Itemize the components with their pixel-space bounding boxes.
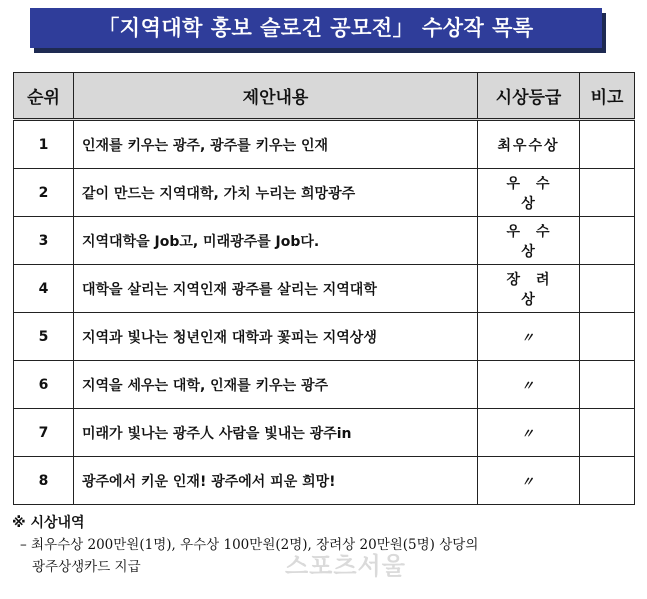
remark-cell — [580, 120, 635, 169]
grade-cell: 우수상 — [478, 169, 580, 217]
remark-cell — [580, 409, 635, 457]
notes-line: 광주상생카드 지급 — [32, 559, 141, 575]
table-row — [14, 313, 635, 361]
table-row — [14, 361, 635, 409]
proposal-cell: 광주에서 키운 인재! 광주에서 피운 희망! — [74, 457, 478, 505]
proposal-cell: 지역과 빛나는 청년인재 대학과 꽃피는 지역상생 — [74, 313, 478, 361]
proposal-cell: 같이 만드는 지역대학, 가치 누리는 희망광주 — [74, 169, 478, 217]
rank-cell: 1 — [14, 120, 74, 169]
awards-table — [13, 72, 635, 505]
header-proposal: 제안내용 — [74, 73, 478, 120]
proposal-cell: 대학을 살리는 지역인재 광주를 살리는 지역대학 — [74, 265, 478, 313]
remark-cell — [580, 169, 635, 217]
table-row — [14, 169, 635, 217]
notes-line: – 최우수상 200만원(1명), 우수상 100만원(2명), 장려상 20만원(5명) 상당의 — [20, 537, 479, 553]
grade-cell: 우수상 — [478, 217, 580, 265]
title-banner — [30, 8, 610, 54]
proposal-cell: 인재를 키우는 광주, 광주를 키우는 인재 — [74, 120, 478, 169]
rank-cell: 3 — [14, 217, 74, 265]
header-rank: 순위 — [14, 73, 74, 120]
remark-cell — [580, 313, 635, 361]
table-row — [14, 120, 635, 169]
remark-cell — [580, 265, 635, 313]
grade-cell: 〃 — [478, 457, 580, 505]
table-row — [14, 265, 635, 313]
grade-cell: 〃 — [478, 313, 580, 361]
remark-cell — [580, 457, 635, 505]
rank-cell: 5 — [14, 313, 74, 361]
rank-cell: 8 — [14, 457, 74, 505]
table-row — [14, 409, 635, 457]
grade-cell: 최우수상 — [478, 120, 580, 169]
grade-cell: 〃 — [478, 361, 580, 409]
rank-cell: 2 — [14, 169, 74, 217]
page-title: 「지역대학 홍보 슬로건 공모전」 수상작 목록 — [30, 8, 602, 48]
proposal-cell: 미래가 빛나는 광주人 사람을 빛내는 광주in — [74, 409, 478, 457]
header-grade: 시상등급 — [478, 73, 580, 120]
rank-cell: 6 — [14, 361, 74, 409]
watermark: 스포츠서울 — [285, 552, 406, 580]
remark-cell — [580, 217, 635, 265]
award-notes — [12, 512, 478, 578]
proposal-cell: 지역대학을 Job고, 미래광주를 Job다. — [74, 217, 478, 265]
grade-cell: 장려상 — [478, 265, 580, 313]
table-header-row — [14, 73, 635, 120]
grade-cell: 〃 — [478, 409, 580, 457]
header-remark: 비고 — [580, 73, 635, 120]
rank-cell: 4 — [14, 265, 74, 313]
proposal-cell: 지역을 세우는 대학, 인재를 키우는 광주 — [74, 361, 478, 409]
table-row — [14, 217, 635, 265]
remark-cell — [580, 361, 635, 409]
table-row — [14, 457, 635, 505]
rank-cell: 7 — [14, 409, 74, 457]
notes-heading: ※ 시상내역 — [12, 515, 85, 531]
